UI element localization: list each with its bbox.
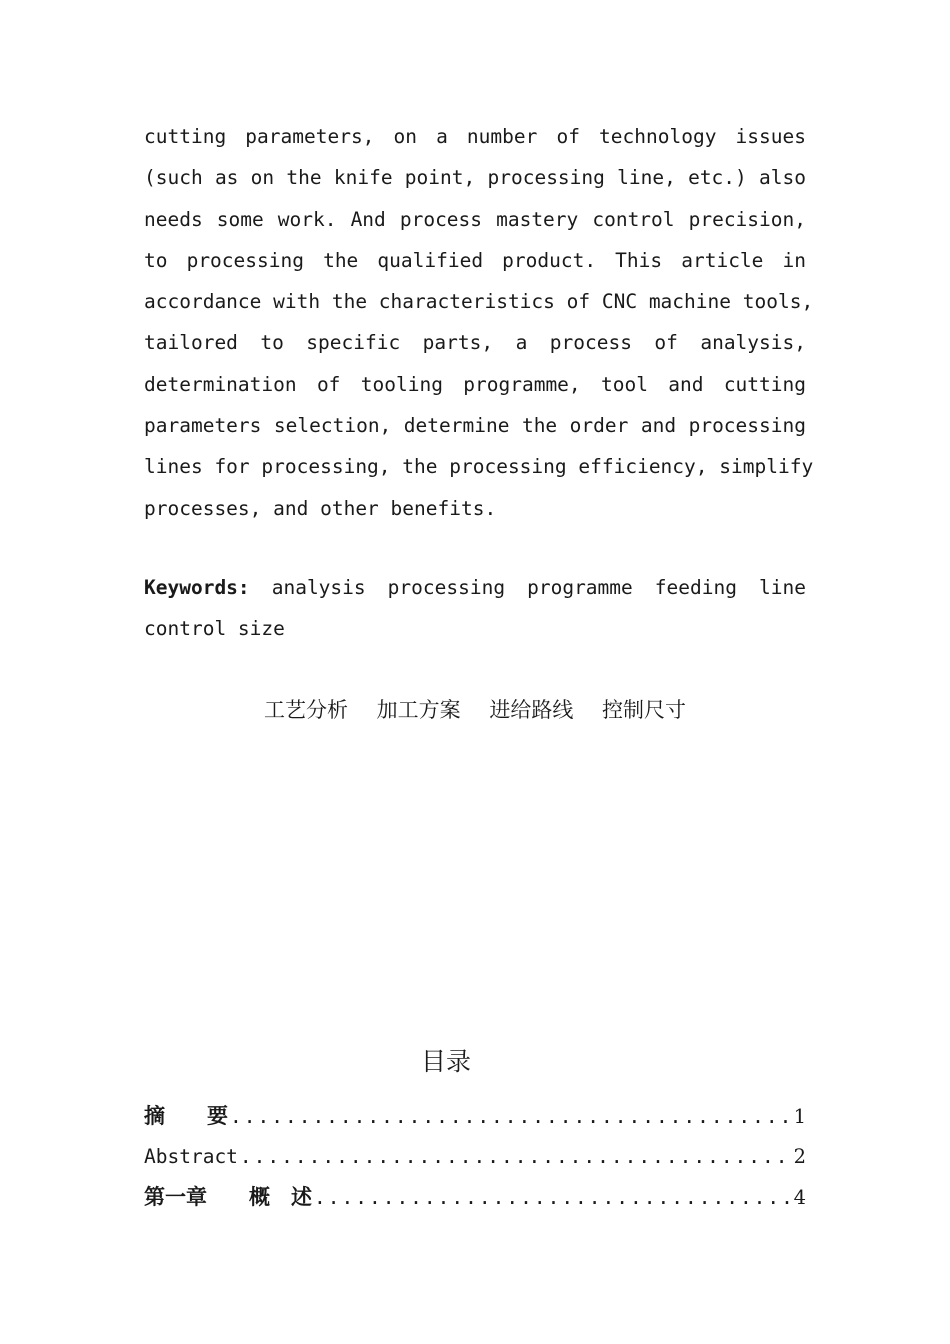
abstract-line: cutting parameters, on a number of technology issues (144, 125, 806, 148)
abstract-line: (such as on the knife point, processing line, etc.) also (144, 166, 806, 190)
chinese-keywords (144, 692, 806, 728)
abstract-line: to processing the qualified product. This article in (144, 248, 806, 272)
keywords-line (144, 567, 806, 608)
toc-entry-label: 摘 要 (144, 1104, 228, 1128)
abstract-paragraph (144, 116, 814, 529)
toc-entry-page: 2 (793, 1144, 806, 1168)
abstract-line: processes, and other benefits. (144, 496, 497, 520)
keywords-text: analysis processing programme feeding line (271, 576, 806, 599)
cn-keyword: 加工方案 (376, 698, 461, 722)
keywords-block (144, 567, 806, 650)
keywords-line-2: control size (144, 617, 285, 641)
toc-leader-dots (312, 1178, 794, 1219)
toc-entry-page: 4 (793, 1186, 806, 1209)
toc-entry-label: 第一章 概 述 (144, 1185, 312, 1209)
toc-leader-dots (228, 1097, 794, 1138)
abstract-line: parameters selection, determine the order and processing (144, 414, 806, 438)
toc-entry[interactable] (144, 1137, 806, 1178)
toc-title: 目录 (420, 1047, 471, 1076)
abstract-line: determination of tooling programme, tool and cutting (144, 372, 806, 396)
toc-leader-dots (238, 1137, 794, 1178)
cn-keyword: 工艺分析 (263, 698, 348, 722)
abstract-line: lines for processing, the processing efficiency, simplify (144, 455, 814, 479)
cn-keyword: 控制尺寸 (602, 698, 687, 722)
toc-entry-page: 1 (793, 1105, 806, 1128)
cn-keyword: 进给路线 (489, 698, 574, 722)
table-of-contents (144, 1096, 806, 1218)
abstract-line: accordance with the characteristics of CNC machine tools, (144, 290, 814, 314)
toc-entry[interactable] (144, 1177, 806, 1218)
toc-entry-label: Abstract (144, 1144, 238, 1168)
abstract-line: tailored to specific parts, a process of analysis, (144, 331, 806, 355)
abstract-line: needs some work. And process mastery control precision, (144, 207, 806, 231)
keywords-label: Keywords: (144, 576, 250, 599)
toc-entry[interactable] (144, 1096, 806, 1137)
